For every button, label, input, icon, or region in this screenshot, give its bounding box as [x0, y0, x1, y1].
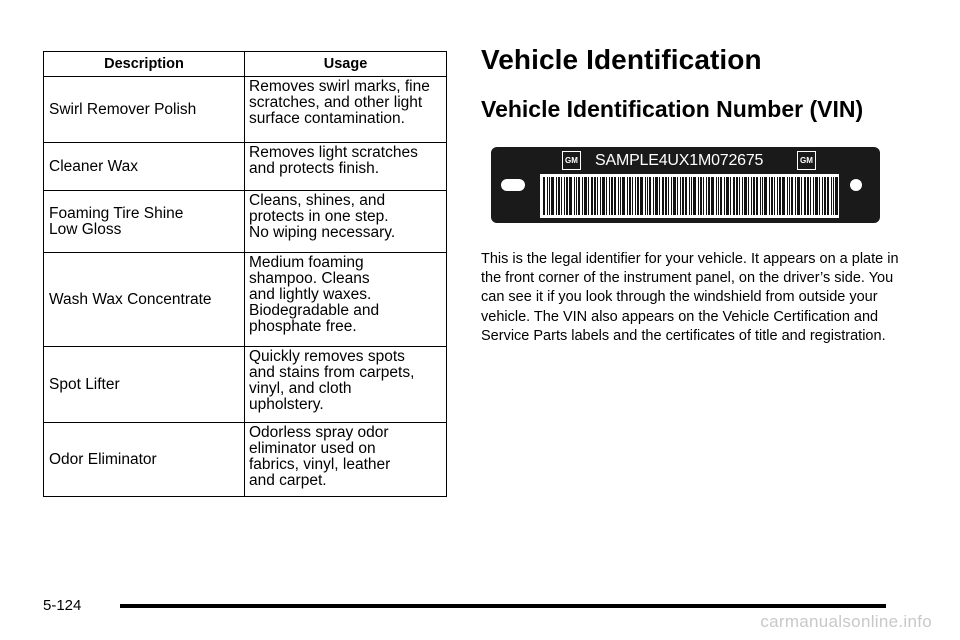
- barcode-bar: [724, 177, 725, 215]
- barcode-icon: [540, 174, 839, 218]
- cell-text: upholstery.: [249, 396, 324, 413]
- page-number: 5-124: [43, 597, 82, 614]
- barcode-bar: [635, 177, 636, 215]
- barcode-bar: [693, 177, 696, 215]
- barcode-bar: [698, 177, 699, 215]
- cell-text: Wash Wax Concentrate: [49, 290, 212, 308]
- barcode-bar: [742, 177, 743, 215]
- barcode-bar: [739, 177, 740, 215]
- barcode-bar: [618, 177, 619, 215]
- barcode-bar: [655, 177, 658, 215]
- barcode-bar: [753, 177, 755, 215]
- barcode-bar: [594, 177, 596, 215]
- barcode-bar: [629, 177, 631, 215]
- barcode-bar: [718, 177, 719, 215]
- barcode-bar: [744, 177, 747, 215]
- barcode-bar: [700, 177, 702, 215]
- barcode-bar: [622, 177, 625, 215]
- barcode-bar: [627, 177, 628, 215]
- cell-text: No wiping necessary.: [249, 224, 396, 241]
- barcode-bar: [736, 177, 738, 215]
- barcode-bar: [819, 177, 820, 215]
- barcode-bar: [574, 177, 575, 215]
- cell-text: Odor Eliminator: [49, 450, 157, 468]
- vin-number: SAMPLE4UX1M072675: [595, 152, 764, 169]
- cell-text: Quickly removes spots: [249, 348, 405, 365]
- cell-usage: [245, 143, 447, 191]
- cell-text: phosphate free.: [249, 318, 357, 335]
- cell-text: and protects finish.: [249, 160, 380, 177]
- barcode-bar: [659, 177, 660, 215]
- cell-text: and carpet.: [249, 472, 327, 489]
- barcode-bar: [813, 177, 814, 215]
- cell-text: eliminator used on: [249, 440, 376, 457]
- barcode-bar: [645, 177, 646, 215]
- barcode-bar: [779, 177, 781, 215]
- cell-usage: [245, 77, 447, 143]
- cell-description: [44, 191, 245, 253]
- barcode-bar: [564, 177, 565, 215]
- gm-logo-icon: GM: [562, 151, 581, 170]
- cell-text: and lightly waxes.: [249, 286, 372, 303]
- barcode-bar: [668, 177, 669, 215]
- barcode-bar: [547, 177, 548, 215]
- footer-rule: [120, 604, 886, 608]
- barcode-bar: [716, 177, 717, 215]
- cell-text: Foaming Tire Shine: [49, 204, 184, 222]
- cell-usage: [245, 191, 447, 253]
- barcode-bar: [777, 177, 778, 215]
- barcode-bar: [769, 177, 770, 215]
- table-row: [44, 423, 447, 497]
- vin-plate-illustration: [491, 147, 880, 223]
- barcode-bar: [665, 177, 667, 215]
- cell-text: fabrics, vinyl, leather: [249, 456, 391, 473]
- cell-description: [44, 253, 245, 347]
- barcode-bar: [782, 177, 785, 215]
- barcode-bar: [706, 177, 707, 215]
- barcode-bar: [685, 177, 687, 215]
- cell-description: [44, 77, 245, 143]
- barcode-bar: [791, 177, 793, 215]
- barcode-bar: [748, 177, 749, 215]
- table-row: [44, 143, 447, 191]
- barcode-bar: [789, 177, 790, 215]
- barcode-bar: [566, 177, 568, 215]
- barcode-bar: [578, 177, 580, 215]
- barcode-bar: [804, 177, 806, 215]
- cell-text: Cleans, shines, and: [249, 192, 386, 209]
- cell-text: scratches, and other light: [249, 94, 423, 111]
- table-row: [44, 347, 447, 423]
- column-header-description: Description: [44, 52, 245, 77]
- barcode-bar: [807, 177, 809, 215]
- barcode-graphic: [540, 174, 839, 218]
- cell-text: Low Gloss: [49, 220, 122, 238]
- barcode-bar: [620, 177, 621, 215]
- barcode-bar: [680, 177, 681, 215]
- barcode-bar: [600, 177, 601, 215]
- cell-description: [44, 423, 245, 497]
- gm-logo-icon: GM: [797, 151, 816, 170]
- barcode-bar: [673, 177, 676, 215]
- barcode-bar: [795, 177, 796, 215]
- cell-text: Swirl Remover Polish: [49, 100, 197, 118]
- barcode-bar: [649, 177, 651, 215]
- barcode-bar: [606, 177, 607, 215]
- barcode-bar: [551, 177, 554, 215]
- barcode-bar: [671, 177, 672, 215]
- cell-usage: [245, 347, 447, 423]
- table-row: [44, 77, 447, 143]
- barcode-bar: [556, 177, 557, 215]
- barcode-bar: [611, 177, 613, 215]
- barcode-bar: [647, 177, 648, 215]
- barcode-bar: [711, 177, 714, 215]
- barcode-bar: [549, 177, 550, 215]
- cell-text: Removes swirl marks, fine: [249, 78, 430, 95]
- barcode-bar: [609, 177, 610, 215]
- barcode-bar: [640, 177, 643, 215]
- vehicle-identification-section: [481, 40, 901, 126]
- table-row: [44, 253, 447, 347]
- subsection-title: Vehicle Identification Number (VIN): [481, 96, 864, 122]
- cell-usage: [245, 253, 447, 347]
- barcode-bar: [637, 177, 639, 215]
- barcode-bar: [726, 177, 729, 215]
- cell-text: surface contamination.: [249, 110, 405, 127]
- plate-hole: [850, 179, 862, 191]
- barcode-bar: [730, 177, 731, 215]
- barcode-bar: [760, 177, 761, 215]
- barcode-bar: [588, 177, 589, 215]
- watermark: carmanualsonline.info: [760, 612, 932, 631]
- barcode-bar: [582, 177, 583, 215]
- cell-description: [44, 347, 245, 423]
- barcode-bar: [584, 177, 587, 215]
- barcode-bar: [597, 177, 598, 215]
- barcode-bar: [815, 177, 818, 215]
- barcode-bar: [751, 177, 752, 215]
- cell-text: Removes light scratches: [249, 144, 418, 161]
- table-row: [44, 191, 447, 253]
- barcode-bar: [824, 177, 826, 215]
- cell-description: [44, 143, 245, 191]
- barcode-bar: [614, 177, 616, 215]
- cell-text: Spot Lifter: [49, 375, 120, 393]
- cell-text: Cleaner Wax: [49, 157, 139, 175]
- barcode-bar: [762, 177, 763, 215]
- barcode-bar: [801, 177, 802, 215]
- products-table-container: [43, 51, 446, 497]
- cell-text: Odorless spray odor: [249, 424, 389, 441]
- cell-text: Biodegradable and: [249, 302, 380, 319]
- products-table: [43, 51, 447, 497]
- barcode-bar: [797, 177, 800, 215]
- barcode-bar: [543, 177, 545, 215]
- vin-description-paragraph: This is the legal identifier for your vehicle. It appears on a plate in the front corner of the instrument panel, on the driver’s side. You can see it if you look through the windshield from outside your vehicle. The VIN also appears on the Vehicle Certification and Service Parts labels and the certificates of title and registration.: [481, 251, 899, 344]
- barcode-bar: [822, 177, 823, 215]
- table-header-row: [44, 52, 447, 77]
- cell-usage: [245, 423, 447, 497]
- plate-slot: [501, 179, 525, 191]
- barcode-bar: [558, 177, 560, 215]
- barcode-bar: [787, 177, 788, 215]
- barcode-bar: [833, 177, 834, 215]
- barcode-bar: [677, 177, 678, 215]
- barcode-bar: [602, 177, 605, 215]
- barcode-bar: [662, 177, 664, 215]
- cell-text: Medium foaming: [249, 254, 364, 271]
- barcode-bar: [774, 177, 775, 215]
- column-header-usage: Usage: [245, 52, 447, 77]
- barcode-bar: [720, 177, 722, 215]
- barcode-bar: [771, 177, 773, 215]
- barcode-bar: [569, 177, 572, 215]
- cell-text: vinyl, and cloth: [249, 380, 352, 397]
- barcode-bar: [764, 177, 767, 215]
- barcode-bar: [591, 177, 593, 215]
- barcode-bar: [827, 177, 829, 215]
- barcode-bar: [689, 177, 690, 215]
- cell-text: protects in one step.: [249, 208, 389, 225]
- barcode-bar: [756, 177, 758, 215]
- barcode-bar: [708, 177, 710, 215]
- cell-text: shampoo. Cleans: [249, 270, 370, 287]
- barcode-bar: [810, 177, 811, 215]
- barcode-bar: [682, 177, 684, 215]
- barcode-bar: [632, 177, 633, 215]
- barcode-bar: [653, 177, 654, 215]
- barcode-bar: [691, 177, 692, 215]
- barcode-bar: [733, 177, 735, 215]
- barcode-bar: [703, 177, 704, 215]
- barcode-bar: [835, 177, 838, 215]
- barcode-bar: [561, 177, 562, 215]
- section-title: Vehicle Identification: [481, 44, 762, 75]
- cell-text: and stains from carpets,: [249, 364, 415, 381]
- barcode-bar: [831, 177, 832, 215]
- barcode-bar: [576, 177, 577, 215]
